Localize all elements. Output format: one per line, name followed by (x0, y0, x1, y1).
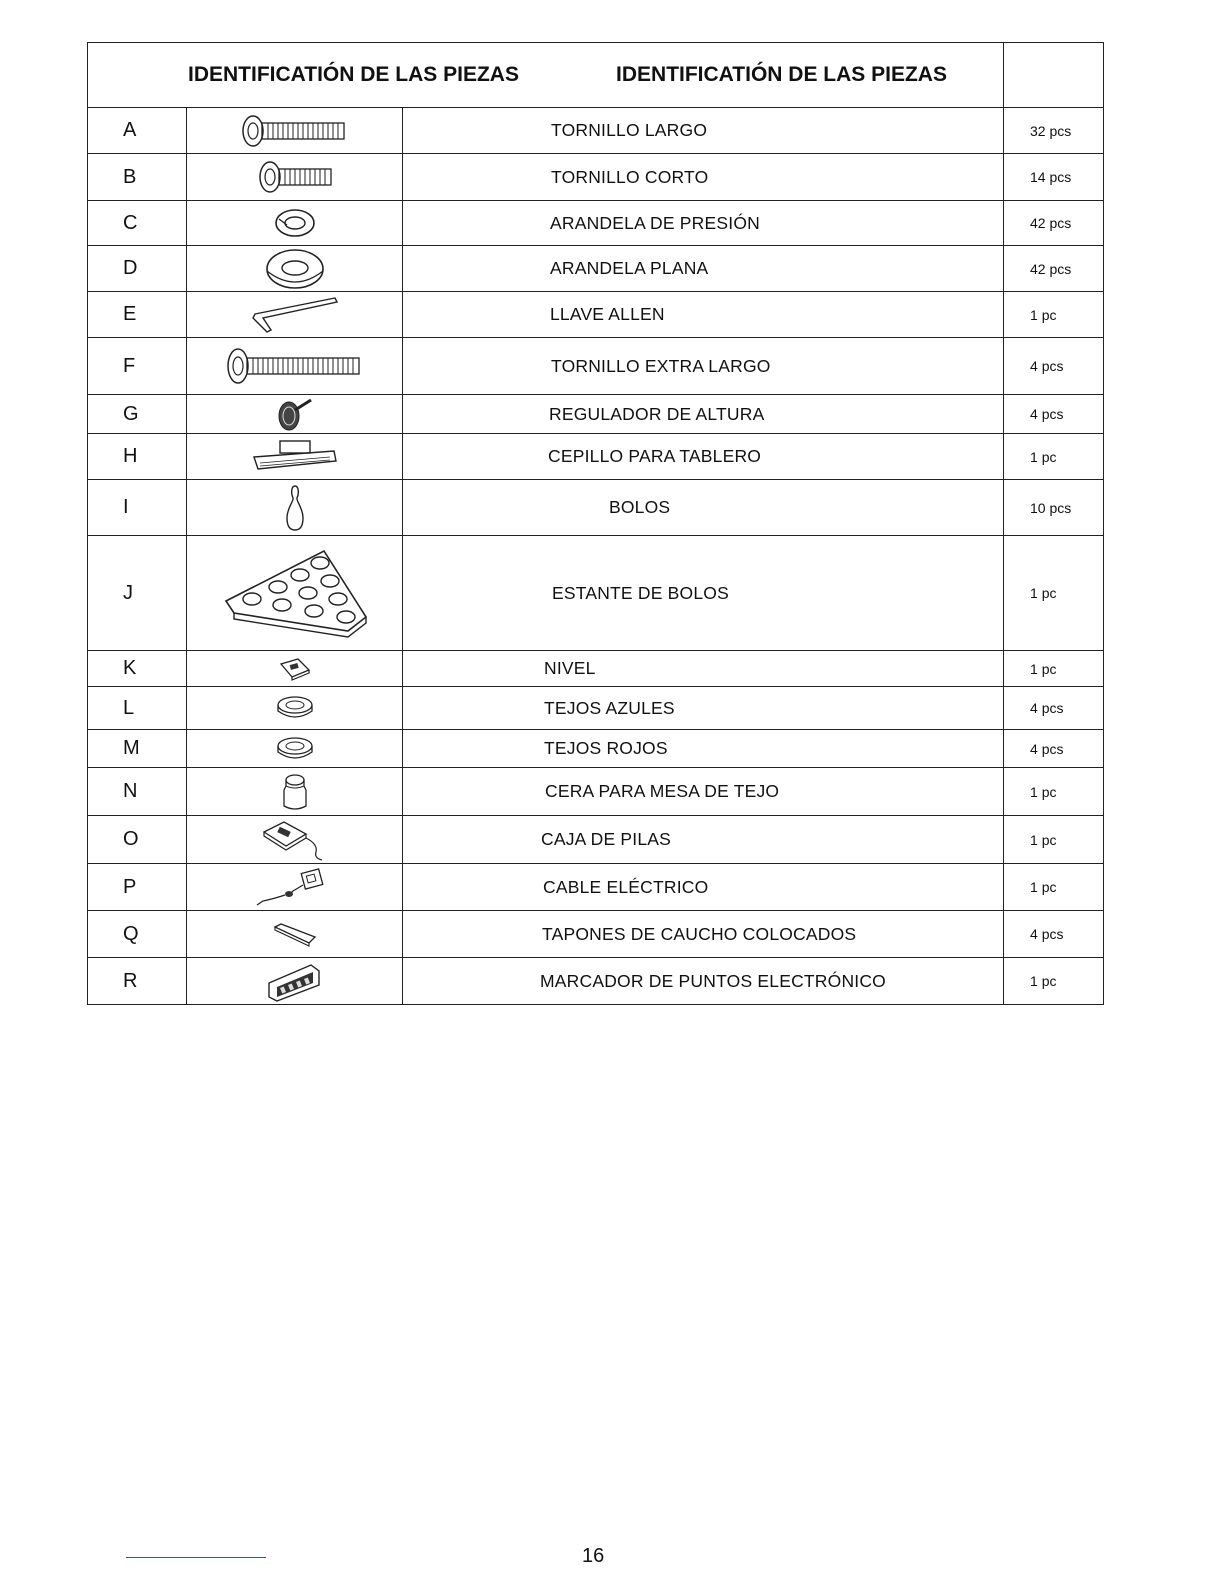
part-letter: O (88, 816, 187, 864)
part-letter: P (88, 864, 187, 911)
part-quantity: 1 pc (1004, 434, 1104, 480)
table-row (88, 816, 1104, 864)
part-quantity: 4 pcs (1004, 911, 1104, 958)
table-row (88, 536, 1104, 651)
table-row (88, 338, 1104, 395)
part-quantity: 4 pcs (1004, 730, 1104, 768)
part-name: ARANDELA PLANA (403, 246, 1004, 292)
table-row (88, 246, 1104, 292)
part-letter: I (88, 480, 187, 536)
table-row (88, 154, 1104, 201)
part-name: NIVEL (403, 651, 1004, 687)
page-number: 16 (582, 1545, 605, 1567)
part-letter: J (88, 536, 187, 651)
table-row (88, 201, 1104, 246)
part-name: TORNILLO CORTO (403, 154, 1004, 201)
part-quantity: 4 pcs (1004, 395, 1104, 434)
footnote-divider (126, 1557, 266, 1558)
part-name: LLAVE ALLEN (403, 292, 1004, 338)
part-letter: B (88, 154, 187, 201)
part-letter: C (88, 201, 187, 246)
part-name: CERA PARA MESA DE TEJO (403, 768, 1004, 816)
part-quantity: 1 pc (1004, 292, 1104, 338)
part-name: TEJOS ROJOS (403, 730, 1004, 768)
table-row (88, 480, 1104, 536)
header-title-left: IDENTIFICATIÓN DE LAS PIEZAS (88, 43, 1004, 108)
part-name: TEJOS AZULES (403, 687, 1004, 730)
extra-long-screw-icon (225, 346, 365, 386)
battery-box-icon (260, 818, 330, 862)
level-icon (278, 656, 312, 682)
part-letter: G (88, 395, 187, 434)
table-row (88, 687, 1104, 730)
part-name: TAPONES DE CAUCHO COLOCADOS (403, 911, 1004, 958)
part-letter: L (88, 687, 187, 730)
part-letter: F (88, 338, 187, 395)
table-row (88, 651, 1104, 687)
part-letter: R (88, 958, 187, 1005)
part-quantity: 1 pc (1004, 816, 1104, 864)
part-quantity: 4 pcs (1004, 687, 1104, 730)
part-name: BOLOS (403, 480, 1004, 536)
leveler-foot-icon (275, 396, 315, 432)
part-name: TORNILLO EXTRA LARGO (403, 338, 1004, 395)
part-quantity: 10 pcs (1004, 480, 1104, 536)
table-row (88, 768, 1104, 816)
part-quantity: 1 pc (1004, 651, 1104, 687)
allen-key-icon (245, 294, 345, 336)
rubber-pad-icon (271, 921, 319, 947)
part-name: MARCADOR DE PUNTOS ELECTRÓNICO (403, 958, 1004, 1005)
wax-can-icon (281, 772, 309, 812)
part-name: REGULADOR DE ALTURA (403, 395, 1004, 434)
table-header-row (88, 43, 1104, 108)
lock-washer-icon (273, 206, 317, 240)
part-letter: A (88, 108, 187, 154)
part-letter: E (88, 292, 187, 338)
part-quantity: 14 pcs (1004, 154, 1104, 201)
table-row (88, 395, 1104, 434)
part-name: ARANDELA DE PRESIÓN (403, 201, 1004, 246)
header-title-right: IDENTIFICATIÓN DE LAS PIEZAS (616, 63, 947, 86)
part-name: CEPILLO PARA TABLERO (403, 434, 1004, 480)
part-quantity: 1 pc (1004, 536, 1104, 651)
part-letter: Q (88, 911, 187, 958)
puck-icon (275, 736, 315, 762)
part-letter: D (88, 246, 187, 292)
table-row (88, 108, 1104, 154)
table-row (88, 864, 1104, 911)
flat-washer-icon (264, 247, 326, 291)
part-quantity: 42 pcs (1004, 201, 1104, 246)
parts-identification-table (87, 42, 1104, 1005)
part-name: CAJA DE PILAS (403, 816, 1004, 864)
scoreboard-icon (265, 959, 325, 1003)
part-quantity: 4 pcs (1004, 338, 1104, 395)
table-row (88, 730, 1104, 768)
table-row (88, 911, 1104, 958)
puck-icon (275, 695, 315, 721)
table-row (88, 958, 1104, 1005)
part-name: ESTANTE DE BOLOS (403, 536, 1004, 651)
part-quantity: 32 pcs (1004, 108, 1104, 154)
part-letter: K (88, 651, 187, 687)
part-letter: N (88, 768, 187, 816)
short-screw-icon (257, 160, 337, 194)
table-row (88, 434, 1104, 480)
brush-icon (250, 437, 340, 477)
long-screw-icon (240, 114, 350, 148)
table-row (88, 292, 1104, 338)
part-name: CABLE ELÉCTRICO (403, 864, 1004, 911)
part-letter: M (88, 730, 187, 768)
part-quantity: 42 pcs (1004, 246, 1104, 292)
part-name: TORNILLO LARGO (403, 108, 1004, 154)
bowling-pin-icon (283, 484, 307, 532)
part-quantity: 1 pc (1004, 864, 1104, 911)
part-quantity: 1 pc (1004, 958, 1104, 1005)
part-quantity: 1 pc (1004, 768, 1104, 816)
power-adapter-icon (253, 865, 337, 909)
pin-rack-icon (220, 545, 370, 641)
part-letter: H (88, 434, 187, 480)
